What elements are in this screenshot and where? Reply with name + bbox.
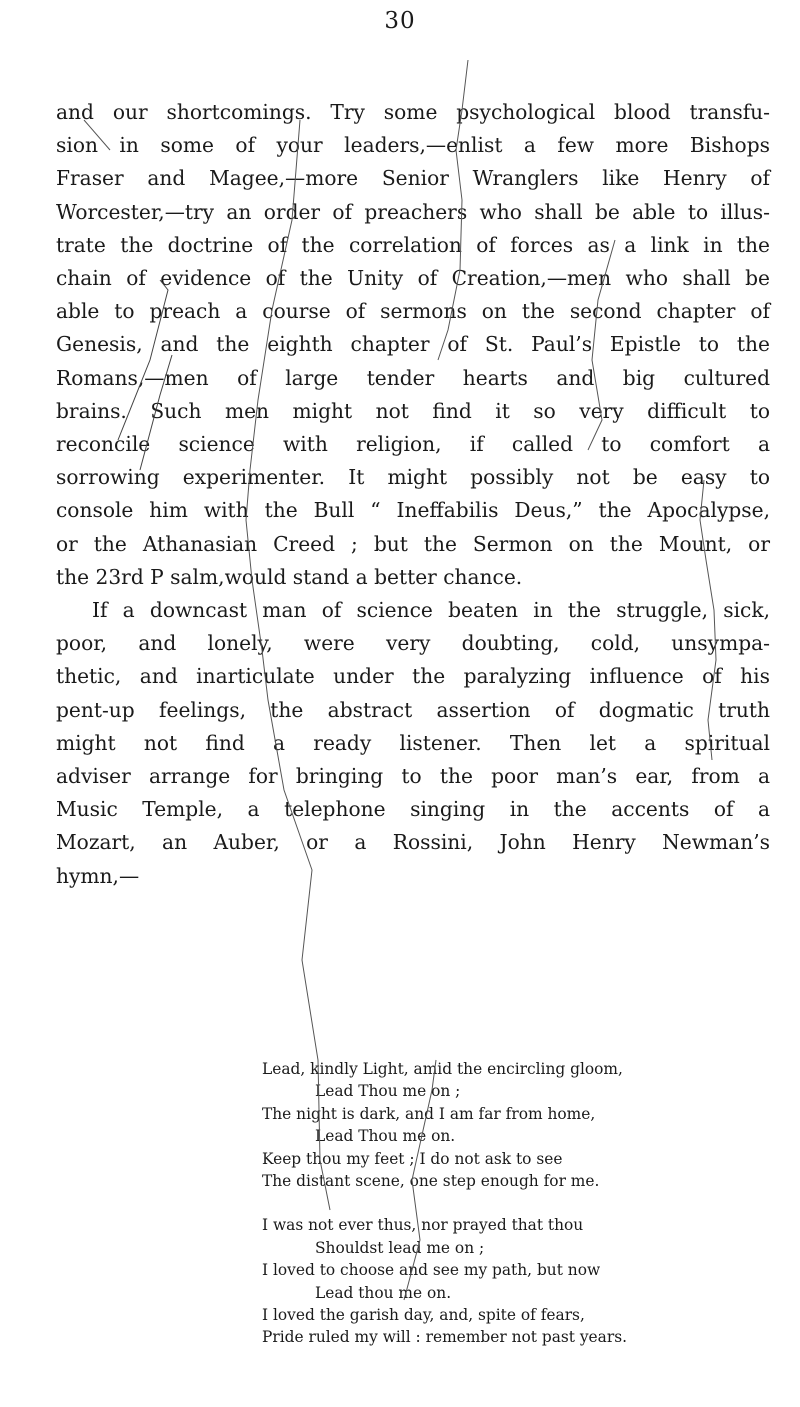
text-line: Worcester,—try an order of preachers who shall be able to illus- xyxy=(56,199,770,224)
text-line: Fraser and Magee,—more Senior Wranglers like Henry of xyxy=(56,166,770,191)
text-line: and our shortcomings. Try some psychological blood transfu- xyxy=(56,100,770,124)
crease-line xyxy=(84,120,110,150)
verse-line: Keep thou my feet ; I do not ask to see xyxy=(262,1149,563,1168)
crease-line xyxy=(246,120,330,1210)
crease-line xyxy=(588,240,615,450)
crease-line xyxy=(438,60,468,360)
text-line: poor, and lonely, were very doubting, cold, unsympa- xyxy=(56,631,770,656)
text-line: Romans,—men of large tender hearts and big cultured xyxy=(56,365,770,390)
text-line: chain of evidence of the Unity of Creation,—men who shall be xyxy=(56,266,770,291)
page-number: 30 xyxy=(384,8,416,34)
verse-line: Pride ruled my will : remember not past years. xyxy=(262,1328,627,1347)
crease-line xyxy=(118,280,168,440)
text-line: trate the doctrine of the correlation of forces as a link in the xyxy=(56,232,770,257)
text-line: able to preach a course of sermons on the second chapter of xyxy=(56,299,770,324)
verse-line: I loved to choose and see my path, but now xyxy=(262,1261,601,1280)
text-line: thetic, and inarticulate under the paralyzing influence of his xyxy=(56,664,770,689)
text-line: brains. Such men might not find it so very difficult to xyxy=(56,398,770,423)
text-line: pent-up feelings, the abstract assertion of dogmatic truth xyxy=(56,697,770,722)
text-line: hymn,— xyxy=(56,863,140,888)
verse-line: Lead Thou me on ; xyxy=(315,1082,461,1101)
crease-line xyxy=(404,1060,436,1300)
text-line: might not find a ready listener. Then let a spiritual xyxy=(56,730,770,755)
crease-line xyxy=(700,480,716,760)
text-line: reconcile science with religion, if called to comfort a xyxy=(56,432,770,457)
text-line: adviser arrange for bringing to the poor man’s ear, from a xyxy=(56,764,770,789)
verse-line: I was not ever thus, nor prayed that thou xyxy=(262,1216,584,1235)
text-line: If a downcast man of science beaten in the struggle, sick, xyxy=(92,598,770,623)
text-line: Genesis, and the eighth chapter of St. Paul’s Epistle to the xyxy=(56,332,770,357)
text-line: console him with the Bull “ Ineffabilis Deus,” the Apocalypse, xyxy=(56,498,770,523)
text-line: or the Athanasian Creed ; but the Sermon on the Mount, or xyxy=(56,531,770,556)
verse-line: Lead Thou me on. xyxy=(315,1127,456,1146)
verse-line: The distant scene, one step enough for me. xyxy=(262,1172,600,1191)
verse-line: Lead, kindly Light, amid the encircling gloom, xyxy=(262,1060,623,1078)
text-line: Music Temple, a telephone singing in the accents of a xyxy=(56,797,770,822)
verse-line: Lead thou me on. xyxy=(315,1283,452,1302)
verse-line: The night is dark, and I am far from home, xyxy=(262,1104,596,1123)
verse-line: Shouldst lead me on ; xyxy=(315,1238,485,1257)
verse-line: I loved the garish day, and, spite of fears, xyxy=(262,1306,585,1325)
text-line: the 23rd P salm,would stand a better chance. xyxy=(56,564,523,589)
text-line: sion in some of your leaders,—enlist a few more Bishops xyxy=(56,133,770,158)
text-line: sorrowing experimenter. It might possibly not be easy to xyxy=(56,465,770,490)
text-line: Mozart, an Auber, or a Rossini, John Henry Newman’s xyxy=(56,830,770,855)
